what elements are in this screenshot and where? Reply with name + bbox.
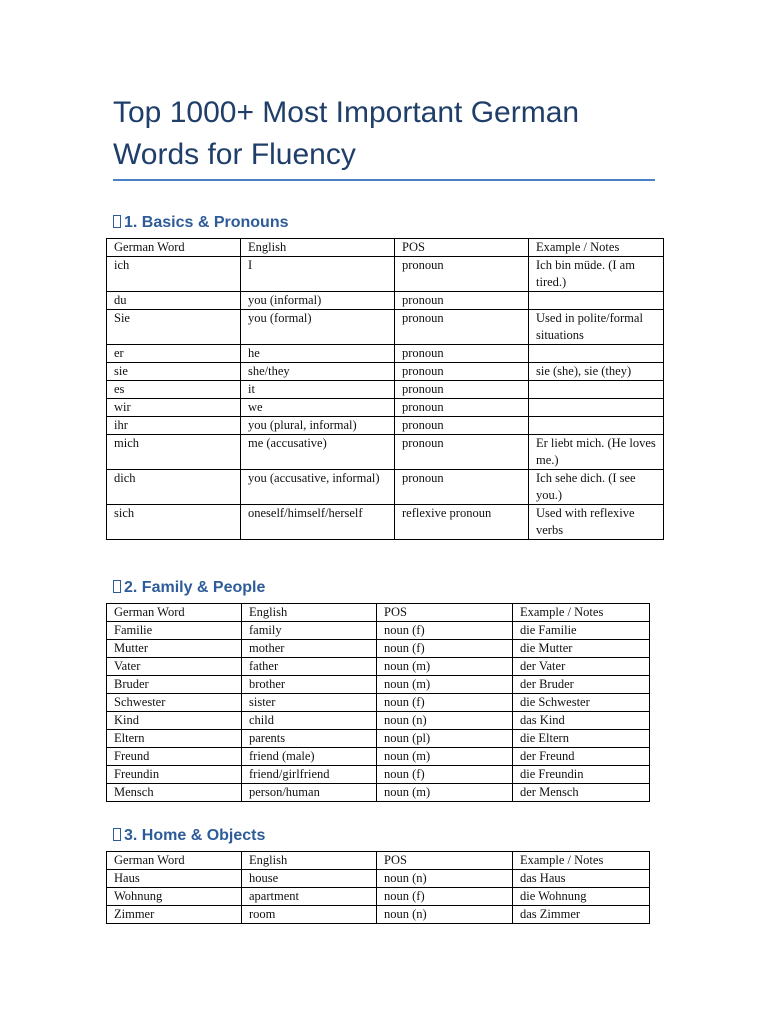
table-cell: it bbox=[241, 381, 395, 399]
table-row bbox=[107, 622, 650, 640]
table-header-row bbox=[107, 239, 664, 257]
column-header: German Word bbox=[107, 239, 241, 257]
table-header-row bbox=[107, 604, 650, 622]
table-row bbox=[107, 676, 650, 694]
table-cell: Er liebt mich. (He loves me.) bbox=[529, 435, 664, 470]
table-cell: wir bbox=[107, 399, 241, 417]
table-row bbox=[107, 345, 664, 363]
table-cell: Sie bbox=[107, 310, 241, 345]
table-cell: mich bbox=[107, 435, 241, 470]
table-cell: house bbox=[242, 870, 377, 888]
table-cell: der Vater bbox=[513, 658, 650, 676]
table-cell: es bbox=[107, 381, 241, 399]
table-cell: Bruder bbox=[107, 676, 242, 694]
table-cell: oneself/himself/herself bbox=[241, 505, 395, 540]
table-cell: you (accusative, informal) bbox=[241, 470, 395, 505]
table-cell: Haus bbox=[107, 870, 242, 888]
page-title: Top 1000+ Most Important German Words for Fluency bbox=[113, 96, 580, 171]
table-row bbox=[107, 399, 664, 417]
table-cell: noun (f) bbox=[377, 766, 513, 784]
table-cell: ich bbox=[107, 257, 241, 292]
table-cell: Kind bbox=[107, 712, 242, 730]
table-cell: person/human bbox=[242, 784, 377, 802]
table-cell bbox=[529, 417, 664, 435]
column-header: English bbox=[242, 852, 377, 870]
table-cell bbox=[529, 399, 664, 417]
table-cell: noun (pl) bbox=[377, 730, 513, 748]
section-heading-basics bbox=[113, 213, 289, 233]
table-cell: noun (f) bbox=[377, 694, 513, 712]
table-cell: noun (f) bbox=[377, 888, 513, 906]
column-header: English bbox=[242, 604, 377, 622]
table-cell: der Freund bbox=[513, 748, 650, 766]
column-header: Example / Notes bbox=[529, 239, 664, 257]
table-cell: pronoun bbox=[395, 310, 529, 345]
table-cell: sie bbox=[107, 363, 241, 381]
table-cell: die Mutter bbox=[513, 640, 650, 658]
column-header: POS bbox=[395, 239, 529, 257]
column-header: POS bbox=[377, 604, 513, 622]
table-cell: die Freundin bbox=[513, 766, 650, 784]
table-cell: pronoun bbox=[395, 292, 529, 310]
table-cell: Mutter bbox=[107, 640, 242, 658]
table-row bbox=[107, 906, 650, 924]
table-header-row bbox=[107, 852, 650, 870]
table-row bbox=[107, 470, 664, 505]
table-cell: er bbox=[107, 345, 241, 363]
table-cell: die Eltern bbox=[513, 730, 650, 748]
table-cell: dich bbox=[107, 470, 241, 505]
table-cell: she/they bbox=[241, 363, 395, 381]
table-cell bbox=[529, 292, 664, 310]
table-cell: pronoun bbox=[395, 381, 529, 399]
table-cell: das Zimmer bbox=[513, 906, 650, 924]
table-cell: pronoun bbox=[395, 363, 529, 381]
table-row bbox=[107, 888, 650, 906]
table-cell: noun (m) bbox=[377, 784, 513, 802]
table-cell: der Bruder bbox=[513, 676, 650, 694]
table-row bbox=[107, 363, 664, 381]
table-cell: Mensch bbox=[107, 784, 242, 802]
table-cell: you (plural, informal) bbox=[241, 417, 395, 435]
table-cell: you (informal) bbox=[241, 292, 395, 310]
table-cell: pronoun bbox=[395, 257, 529, 292]
table-cell: das Kind bbox=[513, 712, 650, 730]
table-cell: Familie bbox=[107, 622, 242, 640]
vocab-table-family bbox=[106, 603, 650, 802]
section-heading-home bbox=[113, 826, 265, 846]
table-cell: Ich sehe dich. (I see you.) bbox=[529, 470, 664, 505]
title-divider bbox=[113, 179, 655, 181]
table-cell bbox=[529, 381, 664, 399]
column-header: Example / Notes bbox=[513, 604, 650, 622]
table-cell: noun (f) bbox=[377, 622, 513, 640]
table-cell: reflexive pronoun bbox=[395, 505, 529, 540]
table-cell: Used with reflexive verbs bbox=[529, 505, 664, 540]
vocab-table-home bbox=[106, 851, 650, 924]
table-row bbox=[107, 730, 650, 748]
table-cell: Vater bbox=[107, 658, 242, 676]
table-cell: die Familie bbox=[513, 622, 650, 640]
table-cell: pronoun bbox=[395, 435, 529, 470]
table-cell: pronoun bbox=[395, 399, 529, 417]
table-row bbox=[107, 435, 664, 470]
table-cell: sich bbox=[107, 505, 241, 540]
table-cell: noun (m) bbox=[377, 676, 513, 694]
table-cell: noun (f) bbox=[377, 640, 513, 658]
unrendered-glyph-icon bbox=[113, 215, 121, 228]
table-cell: I bbox=[241, 257, 395, 292]
section-heading-text: 2. Family & People bbox=[124, 579, 266, 596]
table-cell: we bbox=[241, 399, 395, 417]
table-row bbox=[107, 694, 650, 712]
table-cell: die Wohnung bbox=[513, 888, 650, 906]
unrendered-glyph-icon bbox=[113, 828, 121, 841]
table-cell: pronoun bbox=[395, 470, 529, 505]
table-cell: Freundin bbox=[107, 766, 242, 784]
table-cell: Eltern bbox=[107, 730, 242, 748]
table-cell: Used in polite/formal situations bbox=[529, 310, 664, 345]
column-header: English bbox=[241, 239, 395, 257]
table-cell: brother bbox=[242, 676, 377, 694]
table-cell: noun (m) bbox=[377, 748, 513, 766]
column-header: German Word bbox=[107, 852, 242, 870]
table-cell: child bbox=[242, 712, 377, 730]
table-cell: pronoun bbox=[395, 345, 529, 363]
table-cell: du bbox=[107, 292, 241, 310]
table-cell bbox=[529, 345, 664, 363]
table-cell: parents bbox=[242, 730, 377, 748]
table-cell: ihr bbox=[107, 417, 241, 435]
table-row bbox=[107, 505, 664, 540]
table-cell: noun (m) bbox=[377, 658, 513, 676]
table-cell: friend/girlfriend bbox=[242, 766, 377, 784]
vocab-table-basics bbox=[106, 238, 664, 540]
table-row bbox=[107, 257, 664, 292]
column-header: POS bbox=[377, 852, 513, 870]
table-cell: sie (she), sie (they) bbox=[529, 363, 664, 381]
table-row bbox=[107, 658, 650, 676]
table-cell: Ich bin müde. (I am tired.) bbox=[529, 257, 664, 292]
table-row bbox=[107, 381, 664, 399]
table-cell: noun (n) bbox=[377, 906, 513, 924]
table-cell: noun (n) bbox=[377, 712, 513, 730]
table-row bbox=[107, 640, 650, 658]
table-cell: noun (n) bbox=[377, 870, 513, 888]
column-header: Example / Notes bbox=[513, 852, 650, 870]
table-cell: Wohnung bbox=[107, 888, 242, 906]
table-cell: die Schwester bbox=[513, 694, 650, 712]
table-row bbox=[107, 310, 664, 345]
table-cell: Freund bbox=[107, 748, 242, 766]
table-row bbox=[107, 417, 664, 435]
table-cell: apartment bbox=[242, 888, 377, 906]
table-cell: he bbox=[241, 345, 395, 363]
table-cell: mother bbox=[242, 640, 377, 658]
table-cell: me (accusative) bbox=[241, 435, 395, 470]
table-row bbox=[107, 870, 650, 888]
table-row bbox=[107, 766, 650, 784]
section-heading-family bbox=[113, 578, 265, 598]
table-cell: friend (male) bbox=[242, 748, 377, 766]
table-cell: family bbox=[242, 622, 377, 640]
table-cell: room bbox=[242, 906, 377, 924]
table-row bbox=[107, 292, 664, 310]
section-heading-text: 3. Home & Objects bbox=[124, 827, 266, 844]
table-cell: das Haus bbox=[513, 870, 650, 888]
table-row bbox=[107, 748, 650, 766]
table-row bbox=[107, 784, 650, 802]
table-cell: you (formal) bbox=[241, 310, 395, 345]
table-cell: father bbox=[242, 658, 377, 676]
column-header: German Word bbox=[107, 604, 242, 622]
table-cell: sister bbox=[242, 694, 377, 712]
table-cell: der Mensch bbox=[513, 784, 650, 802]
unrendered-glyph-icon bbox=[113, 580, 121, 593]
table-cell: Schwester bbox=[107, 694, 242, 712]
table-cell: Zimmer bbox=[107, 906, 242, 924]
section-heading-text: 1. Basics & Pronouns bbox=[124, 214, 289, 231]
table-cell: pronoun bbox=[395, 417, 529, 435]
table-row bbox=[107, 712, 650, 730]
